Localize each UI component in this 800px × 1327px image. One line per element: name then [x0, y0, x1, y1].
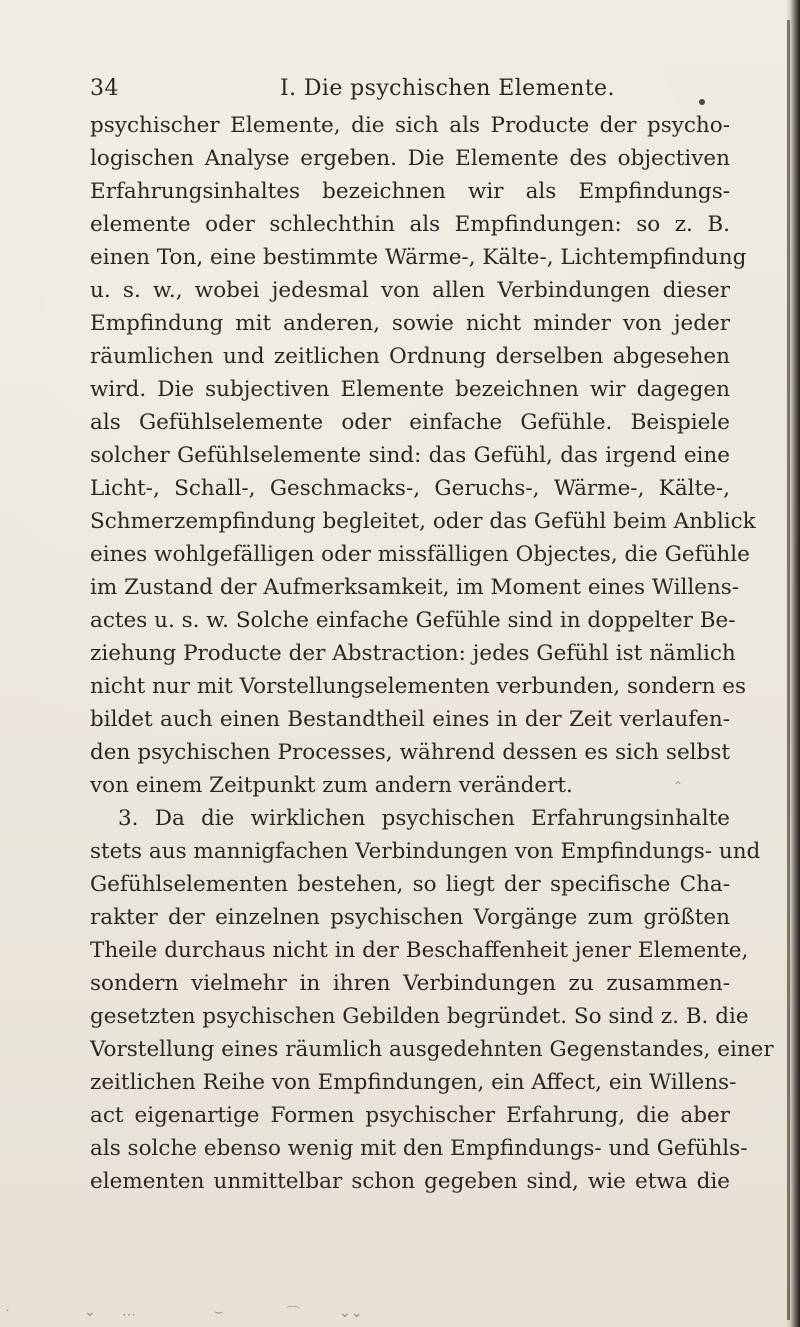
text-line: als solche ebenso wenig mit den Empfindungs- und Gefühls-: [90, 1136, 748, 1161]
text-line: 3. Da die wirklichen psychischen Erfahrungsinhalte: [118, 806, 730, 831]
text-line: Licht-, Schall-, Geschmacks-, Geruchs-, Wärme-, Kälte-,: [90, 476, 730, 501]
bleed-mark: ⋯: [122, 1307, 136, 1323]
text-line: Schmerzempfindung begleitet, oder das Gefühl beim Anblick: [90, 509, 756, 534]
bleed-mark: ⌄⌄: [339, 1305, 363, 1321]
text-line: actes u. s. w. Solche einfache Gefühle sind in doppelter Be-: [90, 608, 736, 633]
text-line: solcher Gefühlselemente sind: das Gefühl, das irgend eine: [90, 443, 730, 468]
text-line: rakter der einzelnen psychischen Vorgänge zum größten: [90, 905, 730, 930]
text-line: zeitlichen Reihe von Empfindungen, ein Affect, ein Willens-: [90, 1070, 737, 1095]
text-line: den psychischen Processes, während dessen es sich selbst: [90, 740, 730, 765]
scan-artifact: ⌃: [673, 779, 684, 793]
text-line: im Zustand der Aufmerksamkeit, im Moment eines Willens-: [90, 575, 740, 600]
text-line: bildet auch einen Bestandtheil eines in der Zeit verlaufen-: [90, 707, 730, 732]
text-line: logischen Analyse ergeben. Die Elemente des objectiven: [90, 146, 730, 171]
bleed-mark: ⌣: [214, 1304, 224, 1320]
text-line: wird. Die subjectiven Elemente bezeichnen wir dagegen: [90, 377, 730, 402]
main-text-block: [90, 109, 774, 1198]
bleed-mark: ˙: [4, 1308, 11, 1324]
text-line: räumlichen und zeitlichen Ordnung derselben abgesehen: [90, 344, 730, 369]
text-line: von einem Zeitpunkt zum andern verändert.: [90, 773, 573, 798]
text-line: Theile durchaus nicht in der Beschaffenheit jener Elemente,: [90, 938, 749, 963]
text-line: sondern vielmehr in ihren Verbindungen zu zusammen-: [90, 971, 730, 996]
text-line: Erfahrungsinhaltes bezeichnen wir als Empfindungs-: [90, 179, 730, 204]
bottom-bleedthrough-marks: [0, 1305, 800, 1327]
text-line: Gefühlselementen bestehen, so liegt der specifische Cha-: [90, 872, 730, 897]
text-line: stets aus mannigfachen Verbindungen von Empfindungs- und: [90, 839, 761, 864]
text-line: ziehung Producte der Abstraction: jedes Gefühl ist nämlich: [90, 641, 736, 666]
text-line: act eigenartige Formen psychischer Erfahrung, die aber: [90, 1103, 730, 1128]
running-head: I. Die psychischen Elemente.: [280, 76, 615, 101]
page-number: 34: [90, 76, 119, 101]
text-line: gesetzten psychischen Gebilden begründet. So sind z. B. die: [90, 1004, 749, 1029]
text-line: psychischer Elemente, die sich als Producte der psycho-: [90, 113, 730, 138]
bleed-mark: ⌄: [84, 1304, 96, 1320]
text-line: elementen unmittelbar schon gegeben sind, wie etwa die: [90, 1169, 730, 1194]
bleed-mark: ⌒: [286, 1306, 300, 1322]
ink-speck: [699, 99, 705, 105]
text-line: nicht nur mit Vorstellungselementen verbunden, sondern es: [90, 674, 747, 699]
text-line: elemente oder schlechthin als Empfindungen: so z. B.: [90, 212, 730, 237]
text-line: eines wohlgefälligen oder missfälligen Objectes, die Gefühle: [90, 542, 750, 567]
text-line: als Gefühlselemente oder einfache Gefühle. Beispiele: [90, 410, 730, 435]
text-line: Vorstellung eines räumlich ausgedehnten Gegenstandes, einer: [90, 1037, 774, 1062]
binding-edge-line: [787, 20, 790, 1320]
text-line: einen Ton, eine bestimmte Wärme-, Kälte-, Lichtempfindung: [90, 245, 747, 270]
text-line: u. s. w., wobei jedesmal von allen Verbindungen dieser: [90, 278, 730, 303]
text-line: Empfindung mit anderen, sowie nicht minder von jeder: [90, 311, 730, 336]
page-header: [90, 74, 730, 104]
